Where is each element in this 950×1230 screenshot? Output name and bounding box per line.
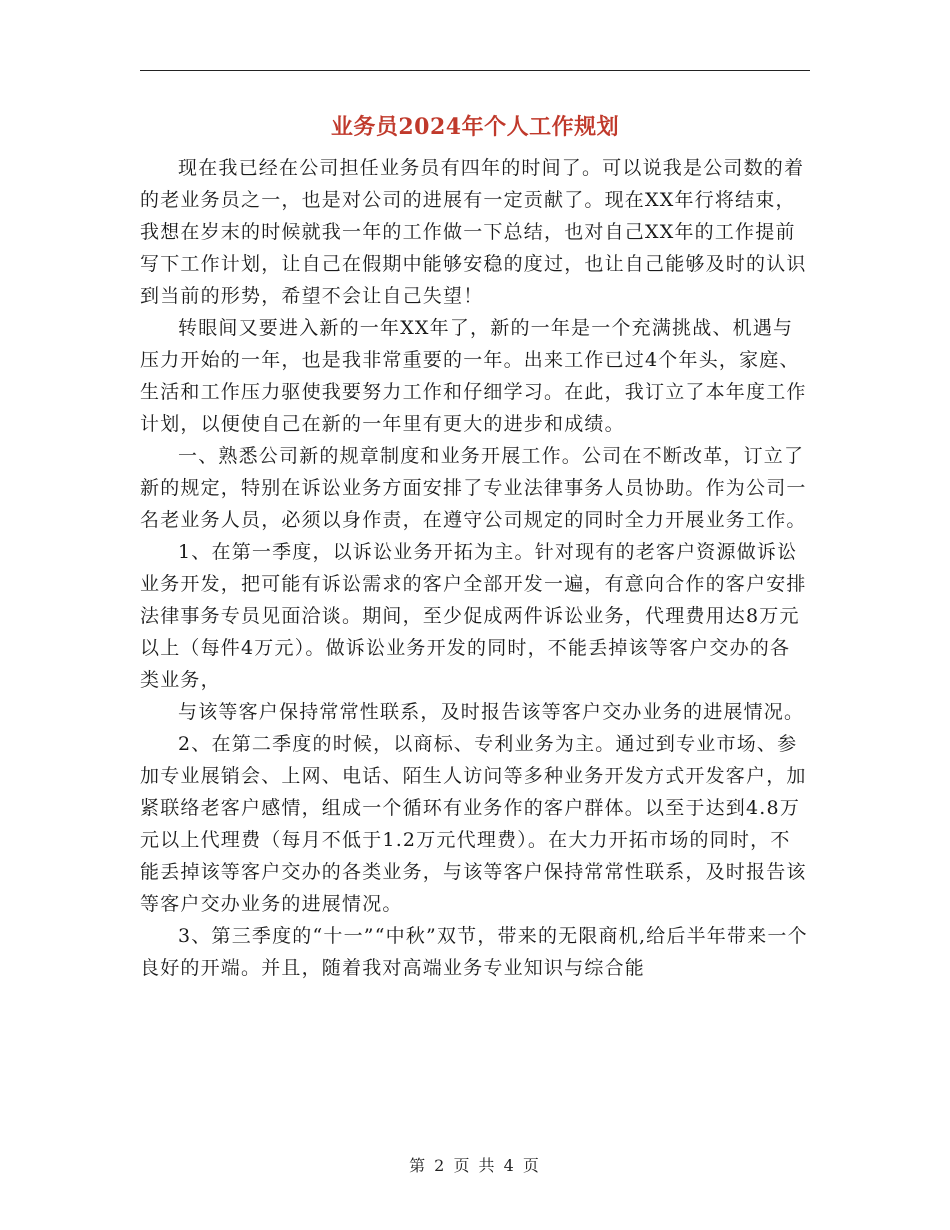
paragraph: 一、熟悉公司新的规章制度和业务开展工作。公司在不断改革，订立了新的规定，特别在诉讼业务方面安排了专业法律事务人员协助。作为公司一名老业务人员，必须以身作责，在遵守公司规定的同时全力开展业务工作。	[140, 445, 807, 531]
header-rule	[140, 70, 810, 71]
paragraph: 1、在第一季度，以诉讼业务开拓为主。针对现有的老客户资源做诉讼业务开发，把可能有诉讼需求的客户全部开发一遍，有意向合作的客户安排法律事务专员见面洽谈。期间，至少促成两件诉讼业务，代理费用达8万元以上（每件4万元）。做诉讼业务开发的同时，不能丢掉该等客户交办的各类业务，	[140, 541, 807, 691]
paragraph: 与该等客户保持常常性联系，及时报告该等客户交办业务的进展情况。	[178, 701, 805, 723]
paragraph: 2、在第二季度的时候，以商标、专利业务为主。通过到专业市场、参加专业展销会、上网、电话、陌生人访问等多种业务开发方式开发客户，加紧联络老客户感情，组成一个循环有业务作的客户群体。以至于达到4.8万元以上代理费（每月不低于1.2万元代理费）。在大力开拓市场的同时，不能丢掉该等客户交办的各类业务，与该等客户保持常常性联系，及时报告该等客户交办业务的进展情况。	[140, 733, 807, 915]
paragraph: 转眼间又要进入新的一年XX年了，新的一年是一个充满挑战、机遇与压力开始的一年，也是我非常重要的一年。出来工作已过4个年头，家庭、生活和工作压力驱使我要努力工作和仔细学习。在此，我订立了本年度工作计划，以便使自己在新的一年里有更大的进步和成绩。	[140, 317, 807, 435]
page-number-footer: 第 2 页 共 4 页	[409, 1156, 541, 1175]
document-body	[140, 152, 810, 984]
document-title: 业务员2024年个人工作规划	[330, 114, 620, 140]
paragraph: 3、第三季度的“十一”“中秋”双节，带来的无限商机,给后半年带来一个良好的开端。并且，随着我对高端业务专业知识与综合能	[140, 925, 808, 979]
paragraph: 现在我已经在公司担任业务员有四年的时间了。可以说我是公司数的着的老业务员之一，也是对公司的进展有一定贡献了。现在XX年行将结束，我想在岁末的时候就我一年的工作做一下总结，也对自己XX年的工作提前写下工作计划，让自己在假期中能够安稳的度过，也让自己能够及时的认识到当前的形势，希望不会让自己失望！	[140, 157, 807, 307]
